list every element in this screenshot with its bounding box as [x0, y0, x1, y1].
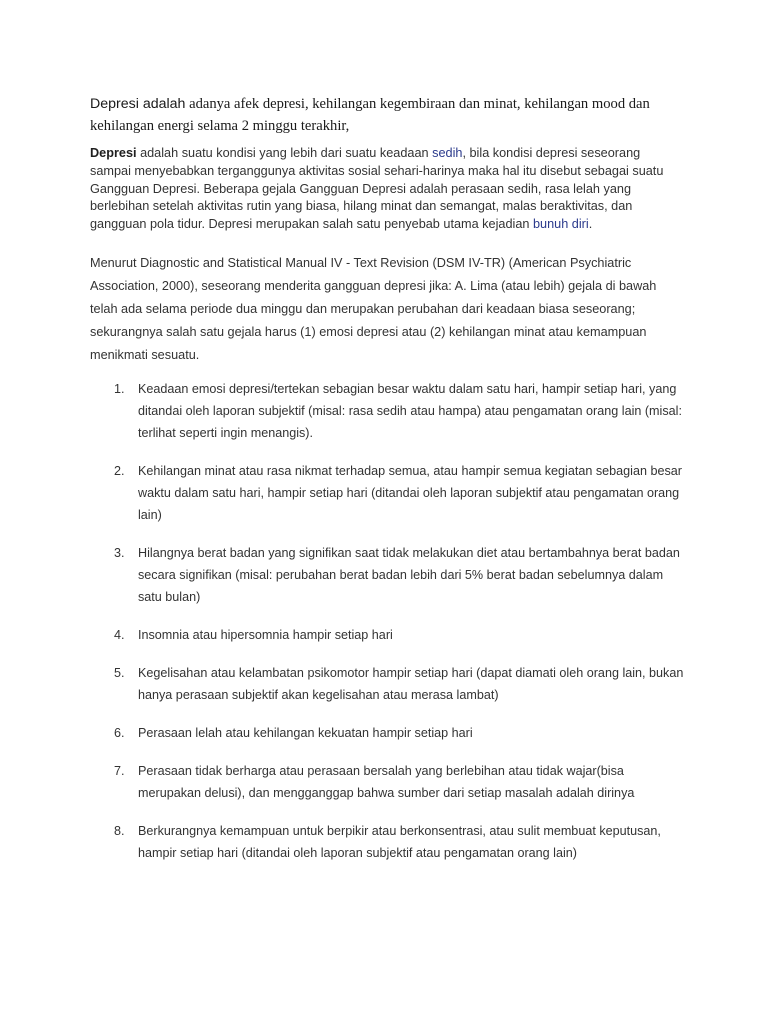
definition-part3: .: [588, 217, 593, 232]
criteria-item: [90, 460, 690, 526]
intro-paragraph: [90, 93, 690, 137]
criteria-text: Kegelisahan atau kelambatan psikomotor hampir setiap hari (dapat diamati oleh orang lain, bukan hanya perasaan subjektif akan kegelisahan atau merasa lambat): [138, 666, 684, 702]
link-bunuh-diri[interactable]: bunuh diri: [532, 217, 589, 232]
criteria-item: [90, 760, 690, 804]
dsm-paragraph: Menurut Diagnostic and Statistical Manual IV - Text Revision (DSM IV-TR) (American Psychiatric Association, 2000), seseorang menderita gangguan depresi jika: A. Lima (atau lebih) gejala di bawah telah ada selama periode dua minggu dan merupakan perubahan dari keadaan biasa seseorang; sekurangnya salah satu gejala harus (1) emosi depresi atau (2) kehilangan minat atau kemampuan menikmati sesuatu.: [90, 256, 657, 362]
criteria-text: Insomnia atau hipersomnia hampir setiap hari: [138, 628, 393, 642]
criteria-number: 5.: [114, 666, 125, 680]
criteria-text: Perasaan lelah atau kehilangan kekuatan hampir setiap hari: [138, 726, 473, 740]
criteria-number: 3.: [114, 546, 125, 560]
criteria-item: [90, 378, 690, 444]
criteria-text: Keadaan emosi depresi/tertekan sebagian besar waktu dalam satu hari, hampir setiap hari, yang ditandai oleh laporan subjektif (misal: rasa sedih atau hampa) atau pengamatan orang lain (misal: terlihat seperti ingin menangis).: [138, 382, 682, 440]
criteria-list: [90, 378, 690, 864]
definition-part2: , bila kondisi depresi seseorang sampai menyebabkan terganggunya aktivitas sosial sehari-harinya maka hal itu disebut sebagai suatu Gangguan Depresi. Beberapa gejala Gangguan Depresi adalah perasaan sedih, rasa lelah yang berlebihan setelah aktivitas rutin yang biasa, hilang minat dan semangat, malas beraktivitas, dan gangguan pola tidur. Depresi merupakan salah satu penyebab utama kejadian: [90, 146, 664, 232]
criteria-item: [90, 662, 690, 706]
criteria-text: Kehilangan minat atau rasa nikmat terhadap semua, atau hampir semua kegiatan sebagian besar waktu dalam satu hari, hampir setiap hari (ditandai oleh laporan subjektif atau pengamatan orang lain): [138, 464, 682, 522]
intro-lead: Depresi adalah: [90, 96, 186, 112]
definition-part1: adalah suatu kondisi yang lebih dari suatu keadaan: [136, 146, 433, 160]
criteria-item: [90, 722, 690, 744]
definition-paragraph: [90, 145, 680, 234]
criteria-item: [90, 624, 690, 646]
link-sedih[interactable]: sedih: [432, 146, 463, 160]
criteria-item: [90, 542, 690, 608]
intro-rest: adanya afek depresi, kehilangan kegembiraan dan minat, kehilangan mood dan kehilangan energi selama 2 minggu terakhir,: [90, 96, 650, 134]
criteria-number: 1.: [114, 382, 125, 396]
criteria-number: 4.: [114, 628, 125, 642]
criteria-number: 8.: [114, 824, 125, 838]
criteria-item: [90, 820, 690, 864]
criteria-number: 7.: [114, 764, 125, 778]
definition-term: Depresi: [90, 146, 137, 160]
criteria-text: Berkurangnya kemampuan untuk berpikir atau berkonsentrasi, atau sulit membuat keputusan, hampir setiap hari (ditandai oleh laporan subjektif atau pengamatan orang lain): [138, 824, 661, 860]
criteria-text: Perasaan tidak berharga atau perasaan bersalah yang berlebihan atau tidak wajar(bisa merupakan delusi), dan mengganggap bahwa sumber dari setiap masalah adalah dirinya: [138, 764, 635, 800]
criteria-text: Hilangnya berat badan yang signifikan saat tidak melakukan diet atau bertambahnya berat badan secara signifikan (misal: perubahan berat badan lebih dari 5% berat badan sebelumnya dalam satu bulan): [138, 546, 680, 604]
criteria-number: 2.: [114, 464, 125, 478]
criteria-number: 6.: [114, 726, 125, 740]
